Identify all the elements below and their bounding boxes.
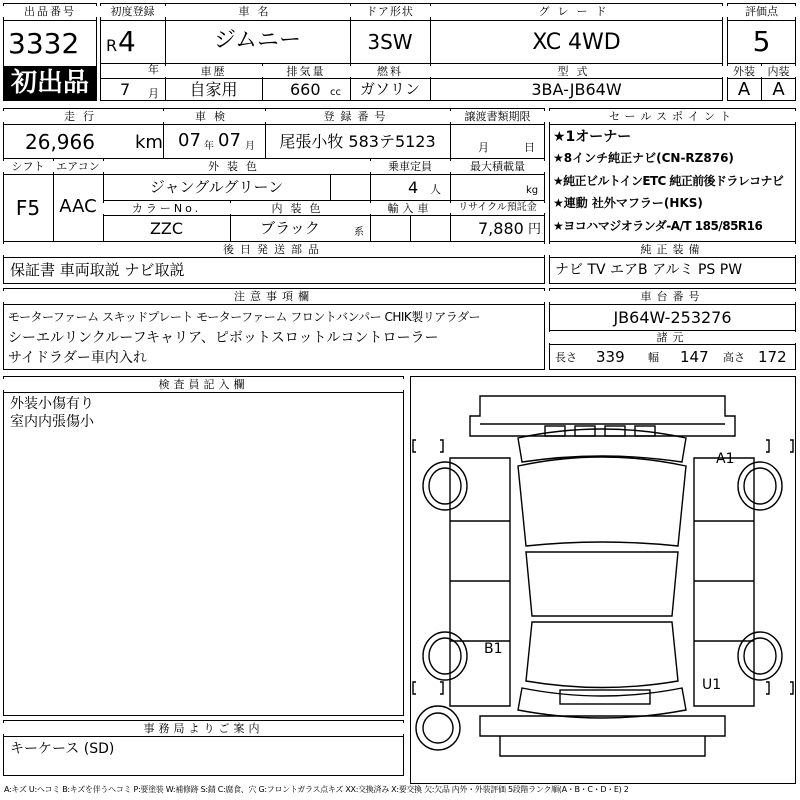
transfer-label: 譲渡書類期限	[450, 111, 545, 122]
damage-mark-u1: U1	[702, 677, 722, 693]
plate-number: 尾張小牧 583テ5123	[279, 132, 436, 151]
color-no-label: カラーNo.	[103, 203, 230, 214]
recycle-fee: 7,880	[478, 219, 524, 238]
length: 339	[596, 348, 625, 366]
capacity: 4	[408, 178, 419, 197]
first-reg-era: R	[106, 36, 118, 55]
capacity-label: 乗車定員	[370, 161, 450, 172]
max-load-unit: kg	[526, 185, 539, 196]
chassis-label: 車台番号	[549, 291, 796, 302]
recycle-unit: 円	[528, 222, 542, 237]
inspection-year-unit: 年	[204, 141, 214, 152]
length-label: 長さ	[555, 351, 577, 364]
note-line: サイドラダー車内入れ	[8, 350, 147, 366]
car-name: ジムニー	[213, 28, 302, 53]
score-label: 評価点	[727, 6, 796, 17]
interior-color-suffix: 系	[354, 227, 364, 238]
grade-label: グレード	[430, 6, 723, 17]
damage-mark-b1: B1	[484, 641, 503, 657]
first-reg-label: 初度登録	[100, 6, 165, 17]
displacement-unit: cc	[330, 87, 341, 98]
mileage: 26,966	[25, 130, 95, 154]
color-no: ZZC	[149, 219, 184, 238]
inspector-label: 検査員記入欄	[3, 379, 404, 390]
recycle-label: リサイクル預託金	[450, 203, 545, 213]
equipment-label: 純正装備	[549, 244, 796, 255]
first-reg-month: 7	[120, 80, 131, 99]
lot-number-label: 出品番号	[3, 6, 97, 17]
selling-point: ★8インチ純正ナビ(CN-RZ876)	[553, 151, 734, 165]
first-listing-badge: 初出品	[4, 66, 96, 100]
car-name-label: 車名	[165, 6, 350, 17]
selling-point: ★連動 社外マフラー(HKS)	[553, 196, 703, 210]
mileage-label: 走行	[3, 111, 163, 122]
interior-color-label: 内装色	[230, 203, 370, 214]
dims-label: 諸元	[549, 332, 796, 343]
inspection-month: 07	[218, 130, 241, 151]
interior-grade-label: 内装	[761, 66, 796, 77]
selling-point: ★1オーナー	[553, 129, 632, 145]
legend: A:キズ U:ヘコミ B:キズを伴うヘコミ P:要塗装 W:補修跡 S:錆 C:腐食、穴 G:フロントガラス点キズ XX:交換済み X:要交換 欠:欠品 内外・外装評価 5段階ランク順(A・B・C・D・E) 2	[4, 785, 629, 794]
later-parts: 保証書 車両取説 ナビ取説	[10, 261, 185, 279]
exterior-color-label: 外装色	[103, 161, 370, 172]
grade: XC 4WD	[532, 30, 621, 55]
first-reg-year-unit: 年	[148, 63, 159, 76]
selling-point: ★ヨコハマジオランダ-A/T 185/85R16	[553, 219, 763, 233]
inspection-month-unit: 月	[245, 141, 255, 152]
transfer-month-unit: 月	[478, 141, 489, 154]
damage-mark-a1: A1	[716, 451, 735, 467]
office-note: キーケース (SD)	[10, 741, 115, 757]
first-reg-year: 4	[118, 25, 136, 58]
equipment: ナビ TV エアB アルミ PS PW	[555, 262, 743, 278]
exterior-color: ジャングルグリーン	[149, 178, 284, 196]
displacement: 660	[290, 80, 321, 99]
mileage-unit: km	[135, 132, 163, 153]
model-label: 型式	[430, 66, 723, 77]
selling-points-label: セールスポイント	[549, 111, 796, 122]
inspection-label: 車検	[163, 111, 265, 122]
width: 147	[680, 348, 709, 366]
interior-grade: A	[772, 79, 785, 100]
aircon-label: エアコン	[53, 161, 103, 172]
max-load-label: 最大積載量	[450, 161, 545, 172]
width-label: 幅	[648, 351, 659, 364]
door-type: 3SW	[367, 30, 413, 54]
plate-label: 登録番号	[265, 111, 450, 122]
model-code: 3BA-JB64W	[531, 80, 622, 99]
lot-number: 3332	[8, 27, 80, 60]
car-damage-diagram	[410, 376, 796, 784]
transfer-day-unit: 日	[524, 141, 535, 154]
chassis-number: JB64W-253276	[613, 308, 732, 327]
selling-point: ★純正ビルトインETC 純正前後ドラレコナビ	[553, 174, 784, 188]
displacement-label: 排気量	[262, 66, 350, 77]
exterior-grade: A	[737, 79, 751, 100]
inspector-note: 外装小傷有り	[10, 396, 94, 412]
note-line: シーエルリンクルーフキャリア、ピボットスロットルコントローラー	[8, 330, 439, 346]
interior-color: ブラック	[260, 219, 320, 237]
note-line: モーターファーム スキッドプレート モーターファーム フロントバンパー CHIK製リアラダー	[8, 310, 481, 324]
door-label: ドア形状	[350, 6, 430, 17]
overall-score: 5	[752, 25, 771, 58]
capacity-unit: 人	[430, 183, 441, 196]
height: 172	[758, 348, 787, 366]
inspection-year: 07	[178, 130, 201, 151]
height-label: 高さ	[723, 351, 745, 364]
fuel: ガソリン	[359, 80, 420, 98]
inspector-note: 室内内張傷小	[10, 414, 94, 430]
office-label: 事務局よりご案内	[3, 723, 404, 734]
exterior-grade-label: 外装	[727, 66, 761, 77]
later-parts-label: 後日発送部品	[3, 244, 545, 255]
first-reg-month-unit: 月	[148, 87, 159, 100]
history: 自家用	[189, 80, 238, 99]
history-label: 車歴	[165, 66, 262, 77]
import-label: 輸入車	[370, 203, 450, 214]
fuel-label: 燃料	[350, 66, 430, 77]
aircon: AAC	[59, 196, 97, 217]
notes-label: 注意事項欄	[3, 291, 545, 302]
shift: F5	[15, 196, 41, 220]
shift-label: シフト	[3, 161, 53, 172]
